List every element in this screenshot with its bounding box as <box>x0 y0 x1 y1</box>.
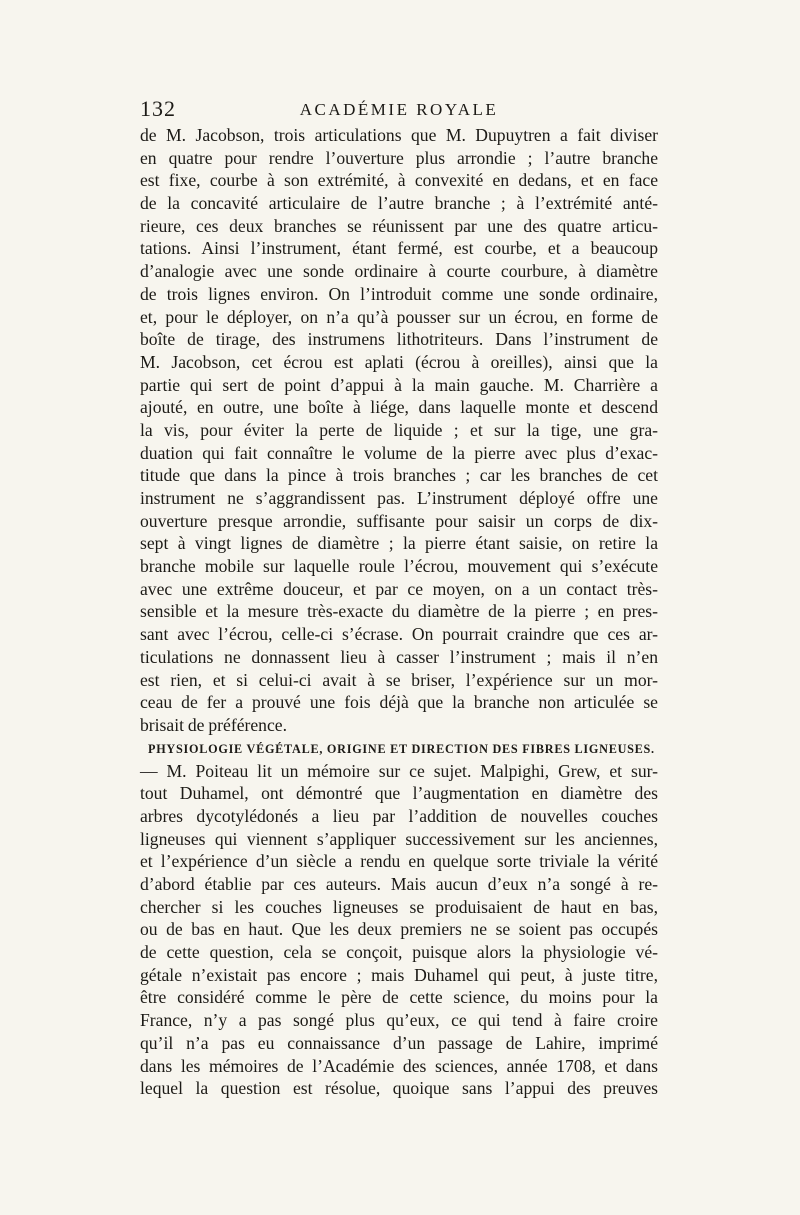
section-vegetable-physiology <box>140 737 658 1100</box>
text-line: branche mobile sur laquelle roule l’écrou, mouvement qui s’exécute <box>140 556 658 577</box>
text-line: sant avec l’écrou, celle-ci s’écrase. On pourrait craindre que ces ar- <box>140 624 658 645</box>
text-line: chercher si les couches ligneuses se produisaient de haut en bas, <box>140 896 658 917</box>
running-title: ACADÉMIE ROYALE <box>299 100 499 119</box>
text-line: ligneuses qui viennent s’appliquer successivement sur les anciennes, <box>140 828 658 849</box>
text-line: dans les mémoires de l’Académie des sciences, année 1708, et dans <box>140 1055 658 1076</box>
text-line: ouverture presque arrondie, suffisante pour saisir un corps de dix- <box>140 510 658 531</box>
text-line: rieure, ces deux branches se réunissent par une des quatre articu- <box>140 215 658 236</box>
text-line: arbres dycotylédonés a lieu par l’addition de nouvelles couches <box>140 805 658 826</box>
text-line: — M. Poiteau lit un mémoire sur ce sujet. Malpighi, Grew, et sur- <box>140 760 658 781</box>
text-line: est rien, et si celui-ci avait à se briser, l’expérience sur un mor- <box>140 669 658 690</box>
text-line: ajouté, en outre, une boîte à liége, dans laquelle monte et descend <box>140 397 658 418</box>
text-line: gétale n’existait pas encore ; mais Duhamel qui peut, à juste titre, <box>140 964 658 985</box>
text-line: tout Duhamel, ont démontré que l’augmentation en diamètre des <box>140 783 658 804</box>
text-line: instrument ne s’aggrandissent pas. L’instrument déployé offre une <box>140 488 658 508</box>
text-line: M. Jacobson, cet écrou est aplati (écrou à oreilles), ainsi que la <box>140 351 658 372</box>
text-line: sensible et la mesure très-exacte du diamètre de la pierre ; en pres- <box>140 601 658 622</box>
text-line: et, pour le déployer, on n’a qu’à pousser sur un écrou, en forme de <box>140 306 658 327</box>
paragraph-lithotrity <box>140 124 658 737</box>
text-line: sept à vingt lignes de diamètre ; la pierre étant saisie, on retire la <box>140 533 658 554</box>
text-line: titude que dans la pince à trois branches ; car les branches de cet <box>140 465 658 486</box>
text-line: brisait de préférence. <box>140 714 287 735</box>
text-line: partie qui sert de point d’appui à la main gauche. M. Charrière a <box>140 374 658 395</box>
page-body <box>140 124 658 1100</box>
text-line: ou de bas en haut. Que les deux premiers ne se soient pas occupés <box>140 919 658 940</box>
text-line: tations. Ainsi l’instrument, étant fermé, est courbe, et a beaucoup <box>140 238 658 259</box>
text-line: la vis, pour éviter la perte de liquide ; et sur la tige, une gra- <box>140 419 658 440</box>
text-line: avec une extrême douceur, et par ce moyen, on a un contact très- <box>140 578 658 599</box>
text-line: France, n’y a pas songé plus qu’eux, ce qui tend à faire croire <box>140 1010 658 1031</box>
text-line: boîte de tirage, des instrumens lithotriteurs. Dans l’instrument de <box>140 329 658 350</box>
text-line: en quatre pour rendre l’ouverture plus arrondie ; l’autre branche <box>140 147 658 168</box>
running-head <box>140 96 658 124</box>
section-heading: PHYSIOLOGIE VÉGÉTALE, ORIGINE ET DIRECTION DES FIBRES LIGNEUSES. <box>148 741 655 756</box>
text-line: de M. Jacobson, trois articulations que M. Dupuytren a fait diviser <box>140 125 658 145</box>
text-line: être considéré comme le père de cette science, du moins pour la <box>140 987 658 1008</box>
text-line: d’analogie avec une sonde ordinaire à courte courbure, à diamètre <box>140 261 658 282</box>
text-line: de la concavité articulaire de l’autre branche ; à l’extrémité anté- <box>140 193 658 214</box>
text-line: ticulations ne donnassent lieu à casser l’instrument ; mais il n’en <box>140 646 658 667</box>
text-line: duation qui fait connaître le volume de la pierre avec plus d’exac- <box>140 442 658 463</box>
text-line: de cette question, cela se conçoit, puisque alors la physiologie vé- <box>140 942 658 963</box>
page-number: 132 <box>140 96 176 121</box>
text-line: lequel la question est résolue, quoique sans l’appui des preuves <box>140 1078 658 1099</box>
text-line: ceau de fer a prouvé une fois déjà que la branche non articulée se <box>140 692 658 713</box>
text-line: de trois lignes environ. On l’introduit comme une sonde ordinaire, <box>140 283 658 304</box>
text-line: qu’il n’a pas eu connaissance d’un passage de Lahire, imprimé <box>140 1032 658 1053</box>
text-line: est fixe, courbe à son extrémité, à convexité en dedans, et en face <box>140 170 658 191</box>
text-line: d’abord établie par ces auteurs. Mais aucun d’eux n’a songé à re- <box>140 874 658 894</box>
text-line: et l’expérience d’un siècle a rendu en quelque sorte triviale la vérité <box>140 851 658 872</box>
